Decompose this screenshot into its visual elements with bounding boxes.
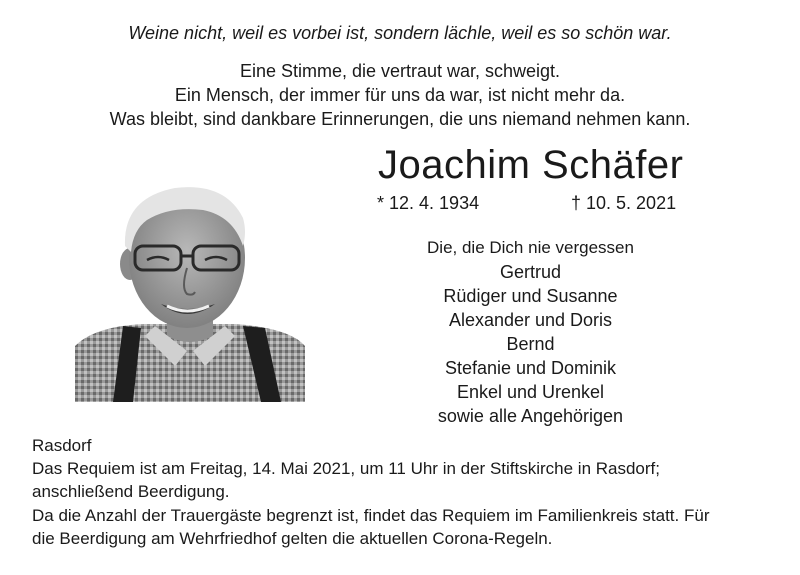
portrait-photo	[75, 176, 305, 402]
verse-line: Eine Stimme, die vertraut war, schweigt.	[239, 61, 561, 81]
verse-line: Was bleibt, sind dankbare Erinnerungen, die uns niemand nehmen kann.	[109, 109, 691, 129]
mourner-name: Stefanie und Dominik	[444, 358, 617, 378]
service-line: Das Requiem ist am Freitag, 14. Mai 2021, um 11 Uhr in der Stiftskirche in Rasdorf;	[32, 459, 660, 479]
mourner-name: Gertrud	[499, 262, 562, 282]
mourners-list	[378, 236, 683, 428]
mourner-name: Enkel und Urenkel	[456, 382, 605, 402]
portrait-illustration	[75, 176, 305, 402]
memorial-verse	[0, 59, 800, 131]
mourner-name: Rüdiger und Susanne	[443, 286, 618, 306]
mourner-name: Alexander und Doris	[448, 310, 613, 330]
mourner-name: sowie alle Angehörigen	[437, 406, 624, 426]
place-name: Rasdorf	[32, 436, 92, 455]
service-details	[32, 434, 777, 550]
mourners-intro: Die, die Dich nie vergessen	[427, 238, 634, 257]
mourner-name: Bernd	[506, 334, 555, 354]
death-date: † 10. 5. 2021	[571, 193, 677, 213]
opening-quote: Weine nicht, weil es vorbei ist, sondern lächle, weil es so schön war.	[128, 23, 672, 43]
service-line: anschließend Beerdigung.	[32, 482, 230, 502]
verse-line: Ein Mensch, der immer für uns da war, ist nicht mehr da.	[174, 85, 626, 105]
service-line: Da die Anzahl der Trauergäste begrenzt ist, findet das Requiem im Familienkreis statt. Für	[32, 505, 710, 525]
deceased-name: Joachim Schäfer	[378, 143, 684, 187]
service-line: die Beerdigung am Wehrfriedhof gelten die aktuellen Corona-Regeln.	[32, 528, 553, 548]
birth-date: * 12. 4. 1934	[377, 193, 480, 213]
